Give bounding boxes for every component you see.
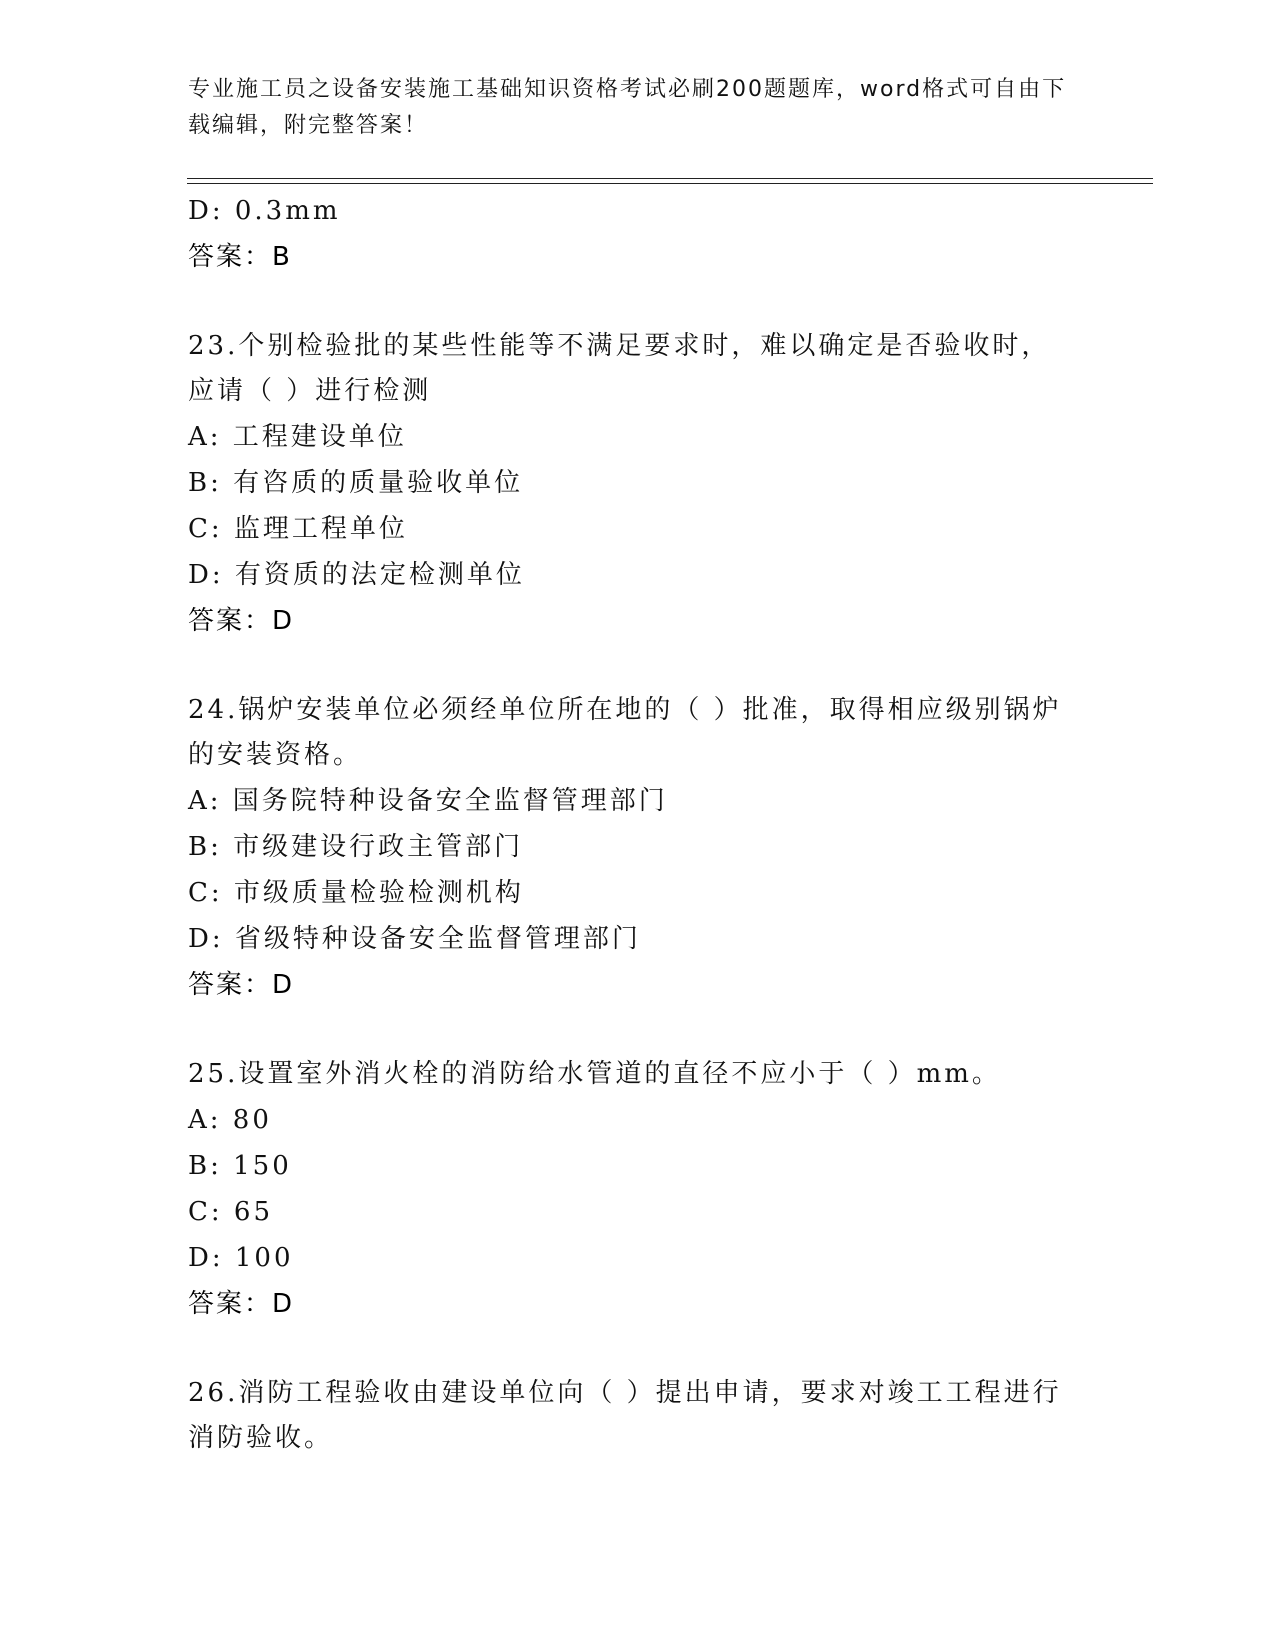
question-stem: 24.锅炉安装单位必须经单位所在地的（ ）批准，取得相应级别锅炉的安装资格。	[188, 695, 1062, 770]
option-b: B: 市级建设行政主管部门	[188, 832, 524, 862]
question-stem: 26.消防工程验收由建设单位向（ ）提出申请，要求对竣工工程进行消防验收。	[188, 1378, 1062, 1453]
option-b: B: 有咨质的质量验收单位	[188, 468, 524, 498]
option-d: D: 有资质的法定检测单位	[188, 560, 525, 590]
option-a: A: 80	[188, 1105, 272, 1135]
option-a: A: 工程建设单位	[188, 422, 407, 452]
option-a: A: 国务院特种设备安全监督管理部门	[188, 786, 668, 816]
option-c: C: 市级质量检验检测机构	[188, 878, 524, 908]
question-26	[188, 1371, 1088, 1461]
question-24	[188, 688, 1088, 1008]
header-divider-top	[187, 178, 1153, 179]
answer: 答案：D	[188, 606, 295, 636]
question-23	[188, 324, 1088, 644]
carry-over-option-d: D: 0.3mm	[188, 196, 341, 226]
option-d: D: 100	[188, 1243, 294, 1273]
question-stem: 25.设置室外消火栓的消防给水管道的直径不应小于（ ）mm。	[188, 1059, 1001, 1089]
option-c: C: 监理工程单位	[188, 514, 408, 544]
option-d: D: 省级特种设备安全监督管理部门	[188, 924, 641, 954]
document-header: 专业施工员之设备安装施工基础知识资格考试必刷200题题库，word格式可自由下载编辑，附完整答案！	[188, 77, 1067, 138]
question-25	[188, 1052, 1088, 1327]
option-c: C: 65	[188, 1197, 274, 1227]
header-divider-bottom	[187, 183, 1153, 184]
question-content	[188, 188, 1088, 1461]
question-stem: 23.个别检验批的某些性能等不满足要求时，难以确定是否验收时，应请（ ）进行检测	[188, 331, 1051, 406]
answer: 答案：D	[188, 1289, 295, 1319]
carry-over-answer: 答案：B	[188, 242, 292, 272]
answer: 答案：D	[188, 970, 295, 1000]
option-b: B: 150	[188, 1151, 292, 1181]
